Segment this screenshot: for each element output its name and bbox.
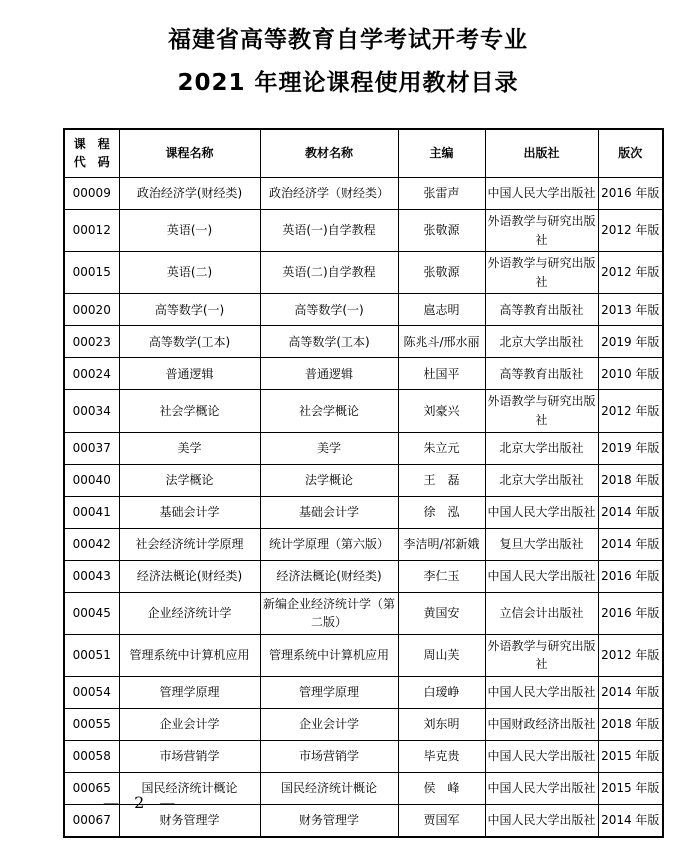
cell-publisher: 复旦大学出版社	[485, 528, 598, 560]
header-course-name: 课程名称	[119, 129, 260, 178]
cell-edition: 2010 年版	[598, 358, 663, 390]
cell-edition: 2012 年版	[598, 634, 663, 676]
cell-edition: 2014 年版	[598, 528, 663, 560]
header-textbook-name: 教材名称	[260, 129, 398, 178]
table-row	[64, 560, 663, 592]
cell-course: 基础会计学	[119, 496, 260, 528]
table-row	[64, 708, 663, 740]
cell-publisher: 中国财政经济出版社	[485, 708, 598, 740]
cell-publisher: 外语教学与研究出版社	[485, 634, 598, 676]
cell-textbook: 财务管理学	[260, 804, 398, 837]
cell-course: 英语(二)	[119, 252, 260, 294]
cell-textbook: 英语(二)自学教程	[260, 252, 398, 294]
cell-publisher: 高等教育出版社	[485, 294, 598, 326]
cell-textbook: 高等数学(一)	[260, 294, 398, 326]
cell-code: 00058	[64, 740, 119, 772]
cell-publisher: 北京大学出版社	[485, 464, 598, 496]
cell-editor: 刘豪兴	[398, 390, 485, 432]
cell-publisher: 中国人民大学出版社	[485, 804, 598, 837]
cell-textbook: 美学	[260, 432, 398, 464]
cell-textbook: 社会学概论	[260, 390, 398, 432]
cell-publisher: 中国人民大学出版社	[485, 560, 598, 592]
cell-course: 美学	[119, 432, 260, 464]
cell-edition: 2013 年版	[598, 294, 663, 326]
table-row	[64, 464, 663, 496]
cell-publisher: 外语教学与研究出版社	[485, 390, 598, 432]
cell-publisher: 北京大学出版社	[485, 432, 598, 464]
cell-code: 00009	[64, 178, 119, 210]
table-row	[64, 496, 663, 528]
cell-course: 管理学原理	[119, 676, 260, 708]
cell-code: 00041	[64, 496, 119, 528]
cell-code: 00040	[64, 464, 119, 496]
cell-course: 社会经济统计学原理	[119, 528, 260, 560]
cell-edition: 2012 年版	[598, 252, 663, 294]
document-subtitle: 2021 年理论课程使用教材目录	[177, 70, 519, 97]
cell-course: 高等数学(一)	[119, 294, 260, 326]
cell-textbook: 法学概论	[260, 464, 398, 496]
cell-code: 00045	[64, 592, 119, 634]
cell-edition: 2019 年版	[598, 326, 663, 358]
table-row	[64, 390, 663, 432]
table-row	[64, 358, 663, 390]
cell-editor: 周山芙	[398, 634, 485, 676]
header-course-code	[64, 129, 119, 178]
cell-textbook: 统计学原理（第六版）	[260, 528, 398, 560]
cell-course: 普通逻辑	[119, 358, 260, 390]
cell-course: 企业经济统计学	[119, 592, 260, 634]
cell-code: 00055	[64, 708, 119, 740]
cell-course: 企业会计学	[119, 708, 260, 740]
cell-editor: 李洁明/祁新娥	[398, 528, 485, 560]
cell-code: 00042	[64, 528, 119, 560]
table-row	[64, 634, 663, 676]
cell-edition: 2018 年版	[598, 708, 663, 740]
table-body	[64, 178, 663, 837]
document-title: 福建省高等教育自学考试开考专业	[168, 27, 528, 53]
cell-textbook: 政治经济学（财经类）	[260, 178, 398, 210]
cell-publisher: 中国人民大学出版社	[485, 676, 598, 708]
cell-code: 00065	[64, 772, 119, 804]
table-row	[64, 326, 663, 358]
cell-editor: 陈兆斗/邢水丽	[398, 326, 485, 358]
cell-publisher: 北京大学出版社	[485, 326, 598, 358]
cell-course: 法学概论	[119, 464, 260, 496]
table-row	[64, 676, 663, 708]
cell-textbook: 新编企业经济统计学（第二版）	[260, 592, 398, 634]
cell-textbook: 普通逻辑	[260, 358, 398, 390]
cell-editor: 张敬源	[398, 210, 485, 252]
table-row	[64, 178, 663, 210]
cell-code: 00015	[64, 252, 119, 294]
cell-editor: 李仁玉	[398, 560, 485, 592]
cell-course: 市场营销学	[119, 740, 260, 772]
cell-textbook: 英语(一)自学教程	[260, 210, 398, 252]
cell-code: 00051	[64, 634, 119, 676]
cell-editor: 白瑷峥	[398, 676, 485, 708]
cell-textbook: 企业会计学	[260, 708, 398, 740]
cell-course: 管理系统中计算机应用	[119, 634, 260, 676]
cell-editor: 黄国安	[398, 592, 485, 634]
cell-course: 社会学概论	[119, 390, 260, 432]
header-course-code-line1: 课 程	[73, 137, 110, 152]
table-row	[64, 252, 663, 294]
cell-editor: 扈志明	[398, 294, 485, 326]
header-row	[64, 129, 663, 178]
table-row	[64, 210, 663, 252]
cell-editor: 王 磊	[398, 464, 485, 496]
cell-course: 国民经济统计概论	[119, 772, 260, 804]
cell-code: 00043	[64, 560, 119, 592]
cell-publisher: 立信会计出版社	[485, 592, 598, 634]
cell-publisher: 中国人民大学出版社	[485, 772, 598, 804]
cell-editor: 朱立元	[398, 432, 485, 464]
cell-publisher: 高等教育出版社	[485, 358, 598, 390]
cell-edition: 2018 年版	[598, 464, 663, 496]
cell-textbook: 经济法概论(财经类)	[260, 560, 398, 592]
cell-textbook: 管理系统中计算机应用	[260, 634, 398, 676]
cell-code: 00067	[64, 804, 119, 837]
cell-textbook: 基础会计学	[260, 496, 398, 528]
cell-editor: 侯 峰	[398, 772, 485, 804]
cell-code: 00023	[64, 326, 119, 358]
cell-edition: 2016 年版	[598, 178, 663, 210]
cell-edition: 2014 年版	[598, 676, 663, 708]
cell-textbook: 市场营销学	[260, 740, 398, 772]
cell-publisher: 中国人民大学出版社	[485, 740, 598, 772]
table-row	[64, 294, 663, 326]
cell-code: 00012	[64, 210, 119, 252]
cell-edition: 2014 年版	[598, 496, 663, 528]
cell-editor: 毕克贵	[398, 740, 485, 772]
cell-code: 00024	[64, 358, 119, 390]
header-editor: 主编	[398, 129, 485, 178]
cell-publisher: 中国人民大学出版社	[485, 496, 598, 528]
cell-edition: 2014 年版	[598, 804, 663, 837]
cell-course: 财务管理学	[119, 804, 260, 837]
table-header	[64, 129, 663, 178]
cell-course: 高等数学(工本)	[119, 326, 260, 358]
cell-edition: 2019 年版	[598, 432, 663, 464]
table-row	[64, 592, 663, 634]
cell-publisher: 外语教学与研究出版社	[485, 252, 598, 294]
table-row	[64, 432, 663, 464]
cell-edition: 2016 年版	[598, 592, 663, 634]
cell-code: 00034	[64, 390, 119, 432]
cell-editor: 张敬源	[398, 252, 485, 294]
cell-editor: 徐 泓	[398, 496, 485, 528]
page-number: — 2 —	[103, 793, 181, 812]
cell-course: 经济法概论(财经类)	[119, 560, 260, 592]
cell-code: 00054	[64, 676, 119, 708]
cell-editor: 杜国平	[398, 358, 485, 390]
table-row	[64, 740, 663, 772]
cell-editor: 贾国军	[398, 804, 485, 837]
cell-textbook: 管理学原理	[260, 676, 398, 708]
textbook-catalog-table	[63, 128, 664, 838]
cell-edition: 2015 年版	[598, 740, 663, 772]
cell-edition: 2015 年版	[598, 772, 663, 804]
header-course-code-line2: 代 码	[73, 154, 110, 169]
cell-course: 政治经济学(财经类)	[119, 178, 260, 210]
cell-edition: 2016 年版	[598, 560, 663, 592]
header-publisher: 出版社	[485, 129, 598, 178]
cell-textbook: 高等数学(工本)	[260, 326, 398, 358]
cell-publisher: 中国人民大学出版社	[485, 178, 598, 210]
table-row	[64, 528, 663, 560]
cell-textbook: 国民经济统计概论	[260, 772, 398, 804]
cell-code: 00020	[64, 294, 119, 326]
cell-editor: 张雷声	[398, 178, 485, 210]
cell-course: 英语(一)	[119, 210, 260, 252]
cell-code: 00037	[64, 432, 119, 464]
cell-publisher: 外语教学与研究出版社	[485, 210, 598, 252]
cell-edition: 2012 年版	[598, 390, 663, 432]
header-edition: 版次	[598, 129, 663, 178]
cell-edition: 2012 年版	[598, 210, 663, 252]
cell-editor: 刘东明	[398, 708, 485, 740]
